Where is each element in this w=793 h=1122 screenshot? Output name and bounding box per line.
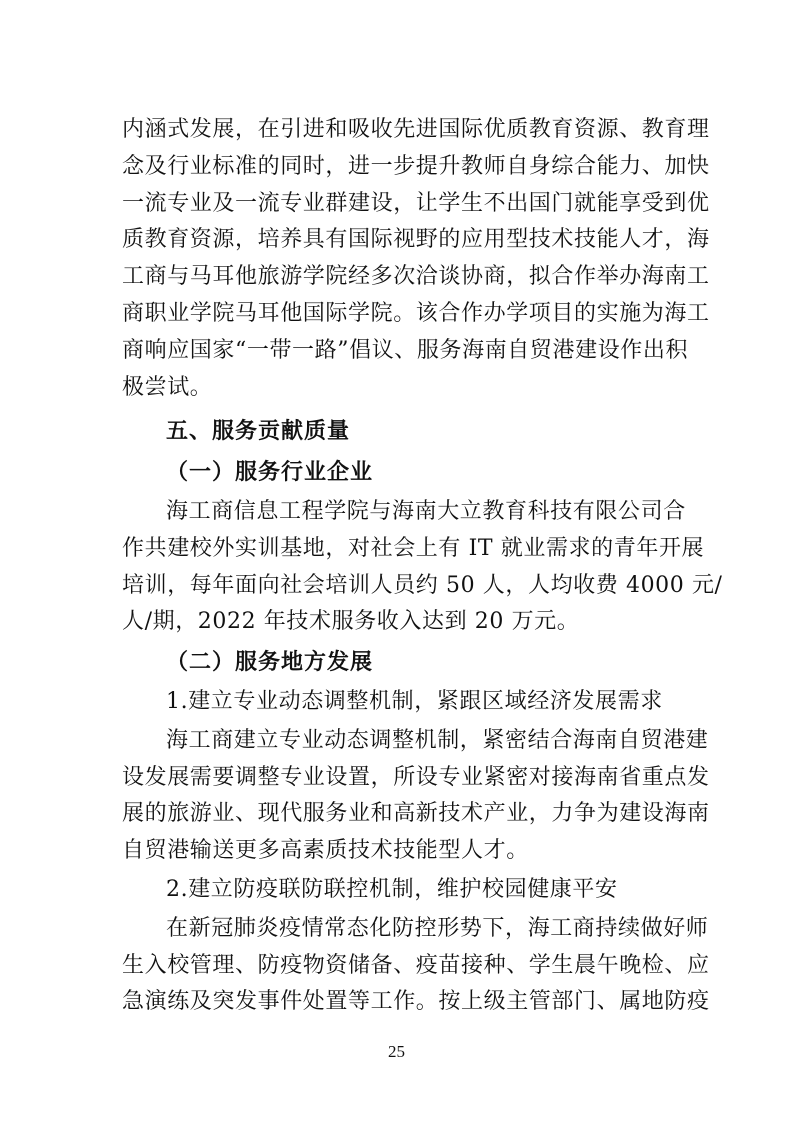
paragraph-line: 自贸港输送更多高素质技术技能型人才。	[122, 838, 529, 863]
paragraph-line: 急演练及突发事件处置等工作。按上级主管部门、属地防疫	[122, 989, 710, 1014]
paragraph-line: 作共建校外实训基地，对社会上有 IT 就业需求的青年开展	[122, 536, 705, 561]
paragraph-line: 商职业学院马耳他国际学院。该合作办学项目的实施为海工	[122, 301, 710, 326]
paragraph-line: 内涵式发展，在引进和吸收先进国际优质教育资源、教育理	[122, 117, 710, 142]
sub-heading: （二）服务地方发展	[166, 650, 374, 675]
paragraph-line: 生入校管理、防疫物资储备、疫苗接种、学生晨午晚检、应	[122, 953, 710, 978]
paragraph-line: 在新冠肺炎疫情常态化防控形势下，海工商持续做好师	[166, 916, 709, 941]
paragraph-line: 念及行业标准的同时，进一步提升教师自身综合能力、加快	[122, 154, 710, 179]
paragraph-line: 展的旅游业、现代服务业和高新技术产业，力争为建设海南	[122, 801, 710, 826]
paragraph-line: 培训，每年面向社会培训人员约 50 人，人均收费 4000 元/	[122, 573, 723, 598]
section-heading: 五、服务贡献质量	[166, 419, 351, 444]
paragraph-line: 一流专业及一流专业群建设，让学生不出国门就能享受到优	[122, 191, 710, 216]
paragraph-line: 质教育资源，培养具有国际视野的应用型技术技能人才，海	[122, 227, 710, 252]
page-number: 25	[388, 1042, 405, 1061]
paragraph-line: 工商与马耳他旅游学院经多次洽谈协商，拟合作举办海南工	[122, 264, 710, 289]
paragraph-line: 极尝试。	[122, 375, 213, 400]
item-title: 2.建立防疫联防联控机制，维护校园健康平安	[166, 877, 618, 902]
paragraph-line: 海工商信息工程学院与海南大立教育科技有限公司合	[166, 499, 686, 524]
paragraph-line: 人/期，2022 年技术服务收入达到 20 万元。	[122, 609, 580, 634]
sub-heading: （一）服务行业企业	[166, 460, 374, 485]
paragraph-line: 海工商建立专业动态调整机制，紧密结合海南自贸港建	[166, 728, 709, 753]
paragraph-line: 设发展需要调整专业设置，所设专业紧密对接海南省重点发	[122, 765, 710, 790]
paragraph-line: 商响应国家“一带一路”倡议、服务海南自贸港建设作出积	[122, 338, 689, 363]
item-title: 1.建立专业动态调整机制，紧跟区域经济发展需求	[166, 689, 663, 714]
